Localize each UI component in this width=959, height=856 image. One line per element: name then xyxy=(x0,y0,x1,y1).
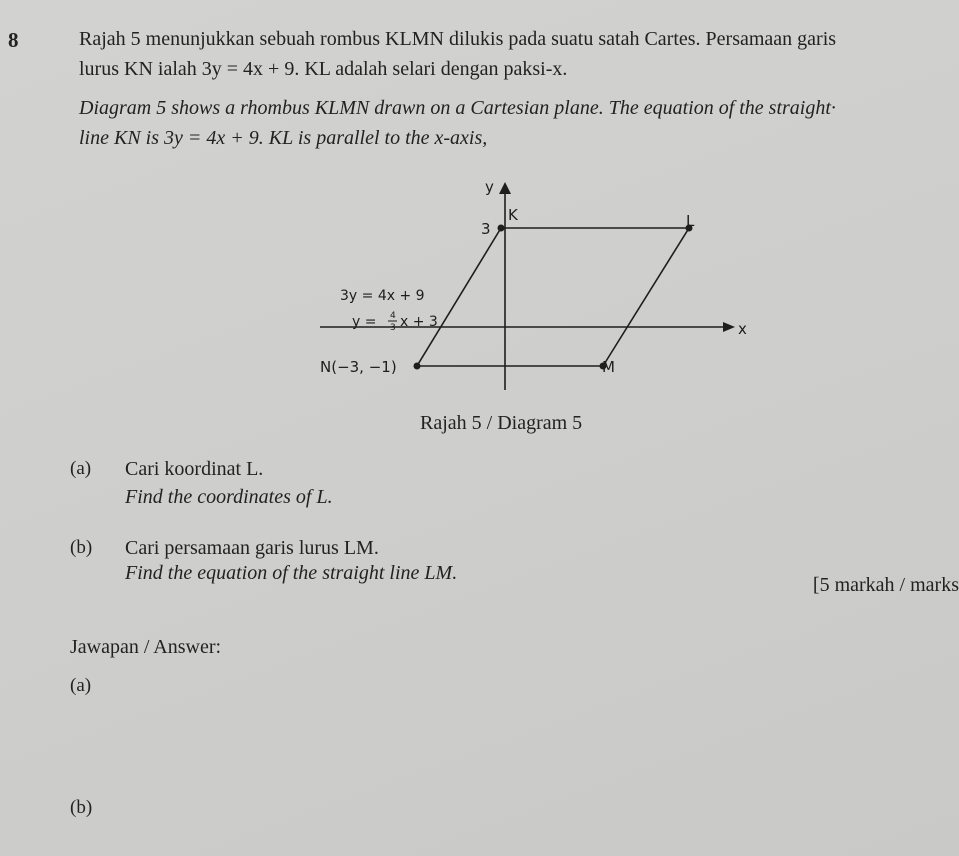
answer-part-a-label: (a) xyxy=(70,675,92,696)
question-stem-malay-line2: lurus KN ialah 3y = 4x + 9. KL adalah selari dengan paksi-x. xyxy=(79,58,568,80)
vertex-l-label: L xyxy=(686,212,695,230)
question-number: 8 xyxy=(8,28,19,52)
vertex-k-label: K xyxy=(508,206,518,224)
handwritten-equation-2-left: y = xyxy=(352,314,377,330)
question-stem-english-line1: Diagram 5 shows a rhombus KLMN drawn on a Cartesian plane. The equation of the straight· xyxy=(79,97,836,119)
question-stem-english-line2: line KN is 3y = 4x + 9. KL is parallel to the x-axis, xyxy=(79,127,488,149)
diagram-caption: Rajah 5 / Diagram 5 xyxy=(420,412,583,434)
vertex-n-label: N(−3, −1) xyxy=(320,358,397,376)
y-axis-arrow xyxy=(499,182,511,194)
part-b-label: (b) xyxy=(70,537,93,558)
question-stem-malay-line1: Rajah 5 menunjukkan sebuah rombus KLMN dilukis pada suatu satah Cartes. Persamaan garis xyxy=(79,28,837,50)
handwritten-equation-1: 3y = 4x + 9 xyxy=(340,288,425,304)
rhombus-diagram xyxy=(300,170,780,400)
vertex-m-label: M xyxy=(602,358,615,376)
part-b-malay: Cari persamaan garis lurus LM. xyxy=(125,537,379,559)
answer-heading: Jawapan / Answer: xyxy=(70,636,222,658)
part-b-english: Find the equation of the straight line LM. xyxy=(125,562,458,584)
x-axis-arrow xyxy=(723,322,735,332)
handwritten-fraction-denominator: 3 xyxy=(390,323,396,333)
rhombus-klmn xyxy=(417,228,689,366)
x-axis-label: x xyxy=(738,320,747,338)
vertex-k-dot xyxy=(498,225,505,232)
marks-label: [5 markah / marks xyxy=(812,574,959,596)
handwritten-fraction-numerator: 4 xyxy=(390,311,396,321)
answer-part-b-label: (b) xyxy=(70,797,93,818)
handwritten-equation-2-right: x + 3 xyxy=(400,314,438,330)
y-intercept-label: 3 xyxy=(481,220,491,238)
part-a-malay: Cari koordinat L. xyxy=(125,458,264,480)
vertex-n-dot xyxy=(414,363,421,370)
y-axis-label: y xyxy=(485,178,494,196)
part-a-english: Find the coordinates of L. xyxy=(125,486,333,508)
part-a-label: (a) xyxy=(70,458,92,479)
